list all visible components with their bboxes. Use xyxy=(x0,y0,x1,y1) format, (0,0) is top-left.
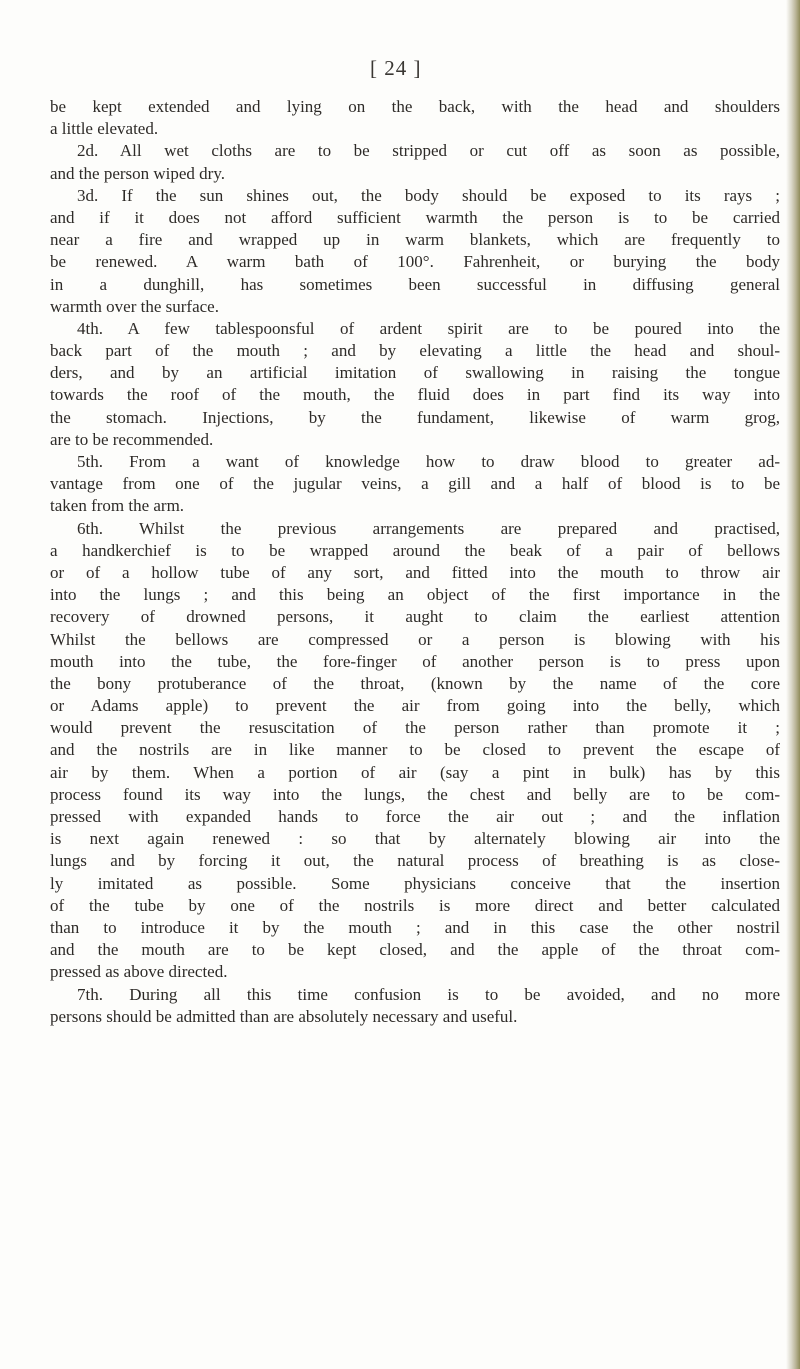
text-line: the stomach. Injections, by the fundament, likewise of warm grog, xyxy=(50,407,780,427)
text-line: pressed with expanded hands to force the air out ; and the inflation xyxy=(50,807,780,826)
text-line: warmth over the surface. xyxy=(50,296,219,316)
text-line: 3d. If the sun shines out, the body should be exposed to its rays ; xyxy=(77,185,780,205)
text-line: recovery of drowned persons, it aught to claim the earliest attention xyxy=(50,607,780,627)
text-line: air by them. When a portion of air (say a pint in bulk) has by this xyxy=(50,762,780,782)
text-line: Whilst the bellows are compressed or a person is blowing with his xyxy=(50,629,780,649)
text-line: of the tube by one of the nostrils is more direct and better calculated xyxy=(50,895,780,915)
text-line: pressed as above directed. xyxy=(50,962,228,982)
text-line: a little elevated. xyxy=(50,119,159,139)
text-line: and the nostrils are in like manner to be closed to prevent the escape of xyxy=(50,740,780,760)
text-line: ders, and by an artificial imitation of swallowing in raising the tongue xyxy=(50,363,780,383)
text-line: ly imitated as possible. Some physicians conceive that the insertion xyxy=(50,873,780,893)
text-line: into the lungs ; and this being an object of the first importance in the xyxy=(50,585,780,605)
text-line: back part of the mouth ; and by elevating a little the head and shoul- xyxy=(50,341,780,361)
text-line: lungs and by forcing it out, the natural process of breathing is as close- xyxy=(50,851,780,871)
text-line: near a fire and wrapped up in warm blankets, which are frequently to xyxy=(50,230,780,250)
text-line: or of a hollow tube of any sort, and fitted into the mouth to throw air xyxy=(50,562,780,582)
text-line: in a dunghill, has sometimes been successful in diffusing general xyxy=(50,274,780,294)
text-line: towards the roof of the mouth, the fluid does in part find its way into xyxy=(50,385,780,405)
text-line: 5th. From a want of knowledge how to draw blood to greater ad- xyxy=(77,452,780,471)
text-line: or Adams apple) to prevent the air from going into the belly, which xyxy=(50,696,780,716)
page-number: [ 24 ] xyxy=(370,56,422,80)
text-line: vantage from one of the jugular veins, a gill and a half of blood is to be xyxy=(50,474,780,494)
text-line: are to be recommended. xyxy=(50,429,214,449)
text-line: 2d. All wet cloths are to be stripped or cut off as soon as possible, xyxy=(77,141,780,161)
text-line: persons should be admitted than are absolutely necessary and useful. xyxy=(50,1006,518,1026)
text-line: 4th. A few tablespoonsful of ardent spirit are to be poured into the xyxy=(77,318,780,338)
text-line: and the person wiped dry. xyxy=(50,163,225,183)
body-text xyxy=(50,96,780,1028)
text-line: would prevent the resuscitation of the person rather than promote it ; xyxy=(50,718,780,738)
text-line: and the mouth are to be kept closed, and the apple of the throat com- xyxy=(50,940,780,960)
page-edge xyxy=(786,0,800,1369)
text-line: 6th. Whilst the previous arrangements are prepared and practised, xyxy=(77,518,780,538)
text-line: be renewed. A warm bath of 100°. Fahrenheit, or burying the body xyxy=(50,252,780,272)
text-line: the bony protuberance of the throat, (known by the name of the core xyxy=(50,673,780,693)
text-line: and if it does not afford sufficient warmth the person is to be carried xyxy=(50,207,780,227)
text-line: mouth into the tube, the fore-finger of another person is to press upon xyxy=(50,651,780,671)
text-line: process found its way into the lungs, the chest and belly are to be com- xyxy=(50,784,780,804)
text-line: is next again renewed : so that by alternately blowing air into the xyxy=(50,829,780,849)
text-line: 7th. During all this time confusion is to be avoided, and no more xyxy=(77,984,780,1004)
text-line: taken from the arm. xyxy=(50,496,185,516)
text-line: be kept extended and lying on the back, with the head and shoulders xyxy=(50,97,780,116)
text-line: than to introduce it by the mouth ; and in this case the other nostril xyxy=(50,917,780,937)
text-line: a handkerchief is to be wrapped around the beak of a pair of bellows xyxy=(50,540,780,560)
